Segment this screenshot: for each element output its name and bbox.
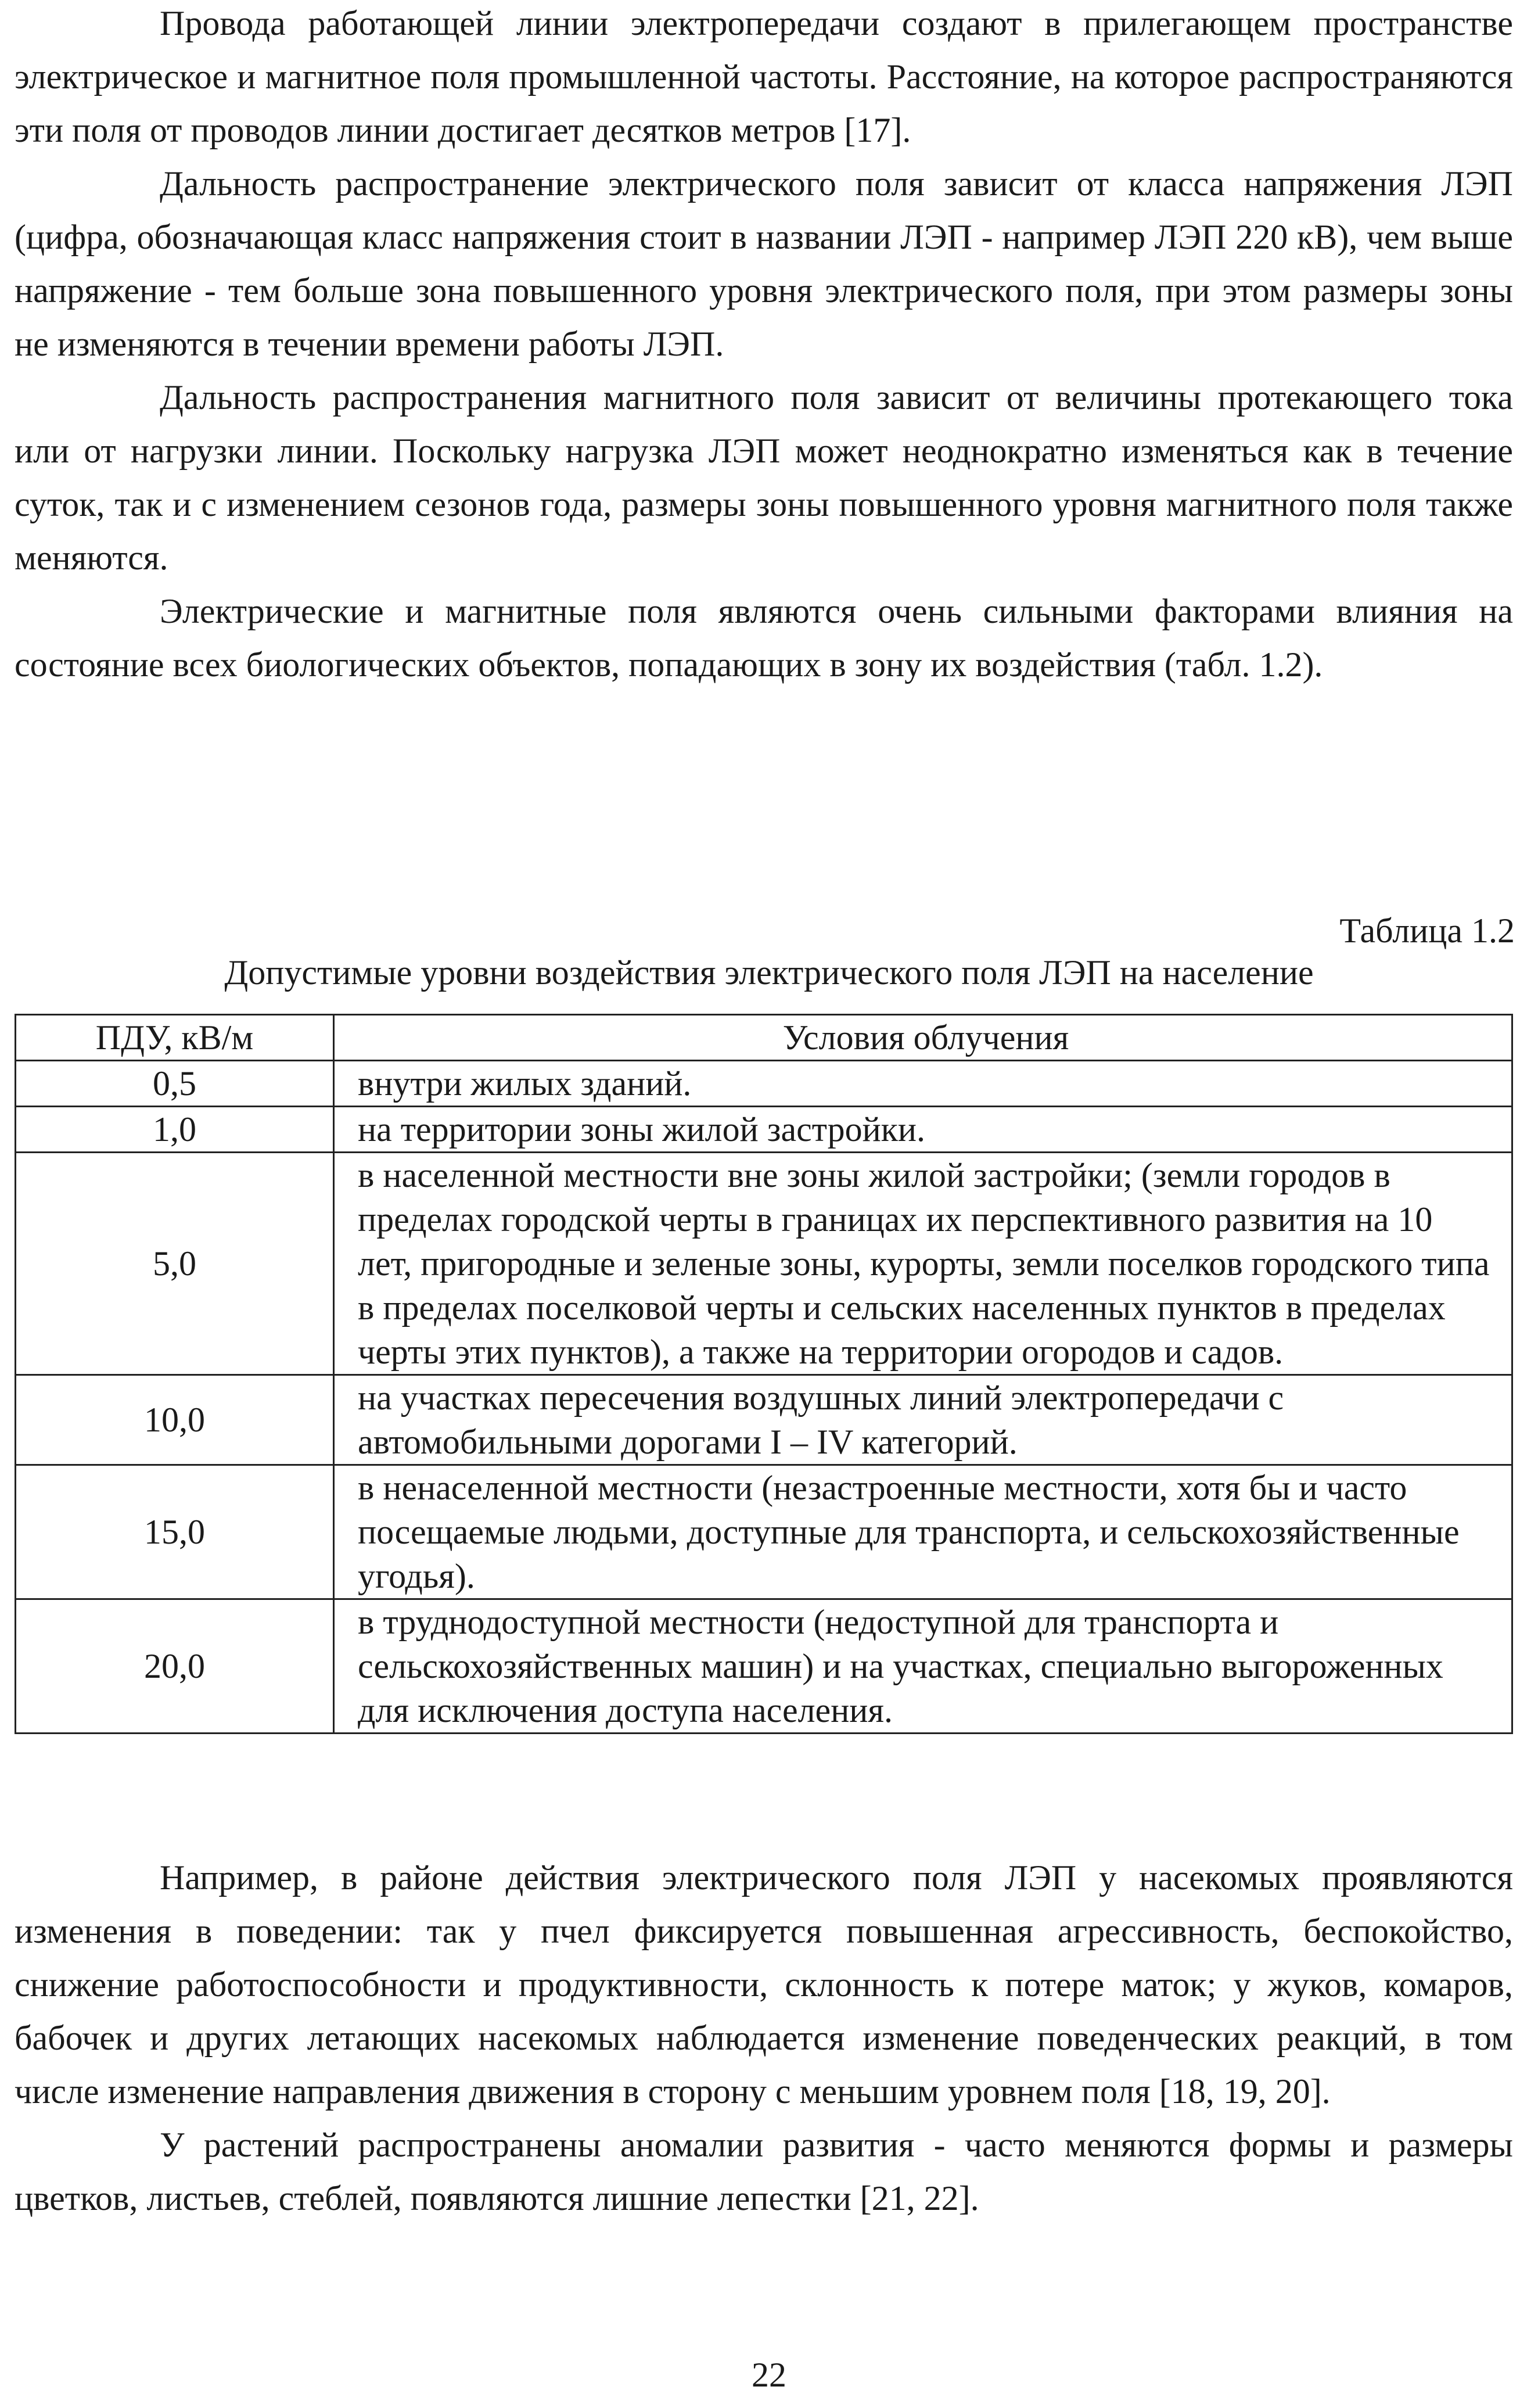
cell-pdu: 10,0 [16,1375,334,1465]
limits-table [15,1014,1513,1734]
table-row [16,1153,1512,1375]
cell-conditions: в труднодоступной местности (недоступной для транспорта и сельскохозяйственных машин) и на участках, специально выгороженных для исключения доступа населения. [334,1599,1512,1734]
table-row [16,1061,1512,1107]
table-row [16,1375,1512,1465]
cell-pdu: 5,0 [16,1153,334,1375]
table-row [16,1465,1512,1599]
paragraph: Провода работающей линии электропередачи создают в прилегающем пространстве электрическое и магнитное поля промышленной частоты. Расстояние, на которое распространяются эти поля от проводов линии достигает десятков метров [17]. [15,4,1513,149]
table-title: Допустимые уровни воздействия электрического поля ЛЭП на население [224,953,1314,992]
body-text-top [15,0,1513,691]
cell-conditions: в ненаселенной местности (незастроенные местности, хотя бы и часто посещаемые людьми, доступные для транспорта, и сельскохозяйственные угодья). [334,1465,1512,1599]
header-pdu: ПДУ, кВ/м [16,1015,334,1061]
cell-pdu: 20,0 [16,1599,334,1734]
cell-conditions: внутри жилых зданий. [334,1061,1512,1107]
header-conditions: Условия облучения [334,1015,1512,1061]
table-row [16,1107,1512,1153]
table-row [16,1599,1512,1734]
table-label: Таблица 1.2 [1339,911,1515,950]
body-text-bottom [15,1851,1513,2225]
cell-pdu: 15,0 [16,1465,334,1599]
cell-conditions: на территории зоны жилой застройки. [334,1107,1512,1153]
paragraph: Например, в районе действия электрического поля ЛЭП у насекомых проявляются изменения в поведении: так у пчел фиксируется повышенная агрессивность, беспокойство, снижение работоспособности и продуктивности, склонность к потере маток; у жуков, комаров, бабочек и других летающих насекомых наблюдается изменение поведенческих реакций, в том числе изменение направления движения в сторону с меньшим уровнем поля [18, 19, 20]. [15,1858,1513,2111]
page-number: 22 [752,2356,786,2394]
paragraph: У растений распространены аномалии развития - часто меняются формы и размеры цветков, листьев, стеблей, появляются лишние лепестки [21, 22]. [15,2126,1513,2217]
paragraph: Дальность распространения магнитного поля зависит от величины протекающего тока или от нагрузки линии. Поскольку нагрузка ЛЭП может неоднократно изменяться как в течение суток, так и с изменением сезонов года, размеры зоны повышенного уровня магнитного поля также меняются. [15,378,1513,577]
cell-pdu: 0,5 [16,1061,334,1107]
table-header-row [16,1015,1512,1061]
cell-conditions: в населенной местности вне зоны жилой застройки; (земли городов в пределах городской черты в границах их перспективного развития на 10 лет, пригородные и зеленые зоны, курорты, земли поселков городского типа в пределах поселковой черты и сельских населенных пунктов в пределах черты этих пунктов), а также на территории огородов и садов. [334,1153,1512,1375]
cell-conditions: на участках пересечения воздушных линий электропередачи с автомобильными дорогами I – IV категорий. [334,1375,1512,1465]
cell-pdu: 1,0 [16,1107,334,1153]
limits-table-container [15,1014,1513,1734]
paragraph: Электрические и магнитные поля являются очень сильными факторами влияния на состояние всех биологических объектов, попадающих в зону их воздействия (табл. 1.2). [15,592,1513,684]
paragraph: Дальность распространение электрического поля зависит от класса напряжения ЛЭП (цифра, обозначающая класс напряжения стоит в названии ЛЭП - например ЛЭП 220 кВ), чем выше напряжение - тем больше зона повышенного уровня электрического поля, при этом размеры зоны не изменяются в течении времени работы ЛЭП. [15,164,1513,363]
